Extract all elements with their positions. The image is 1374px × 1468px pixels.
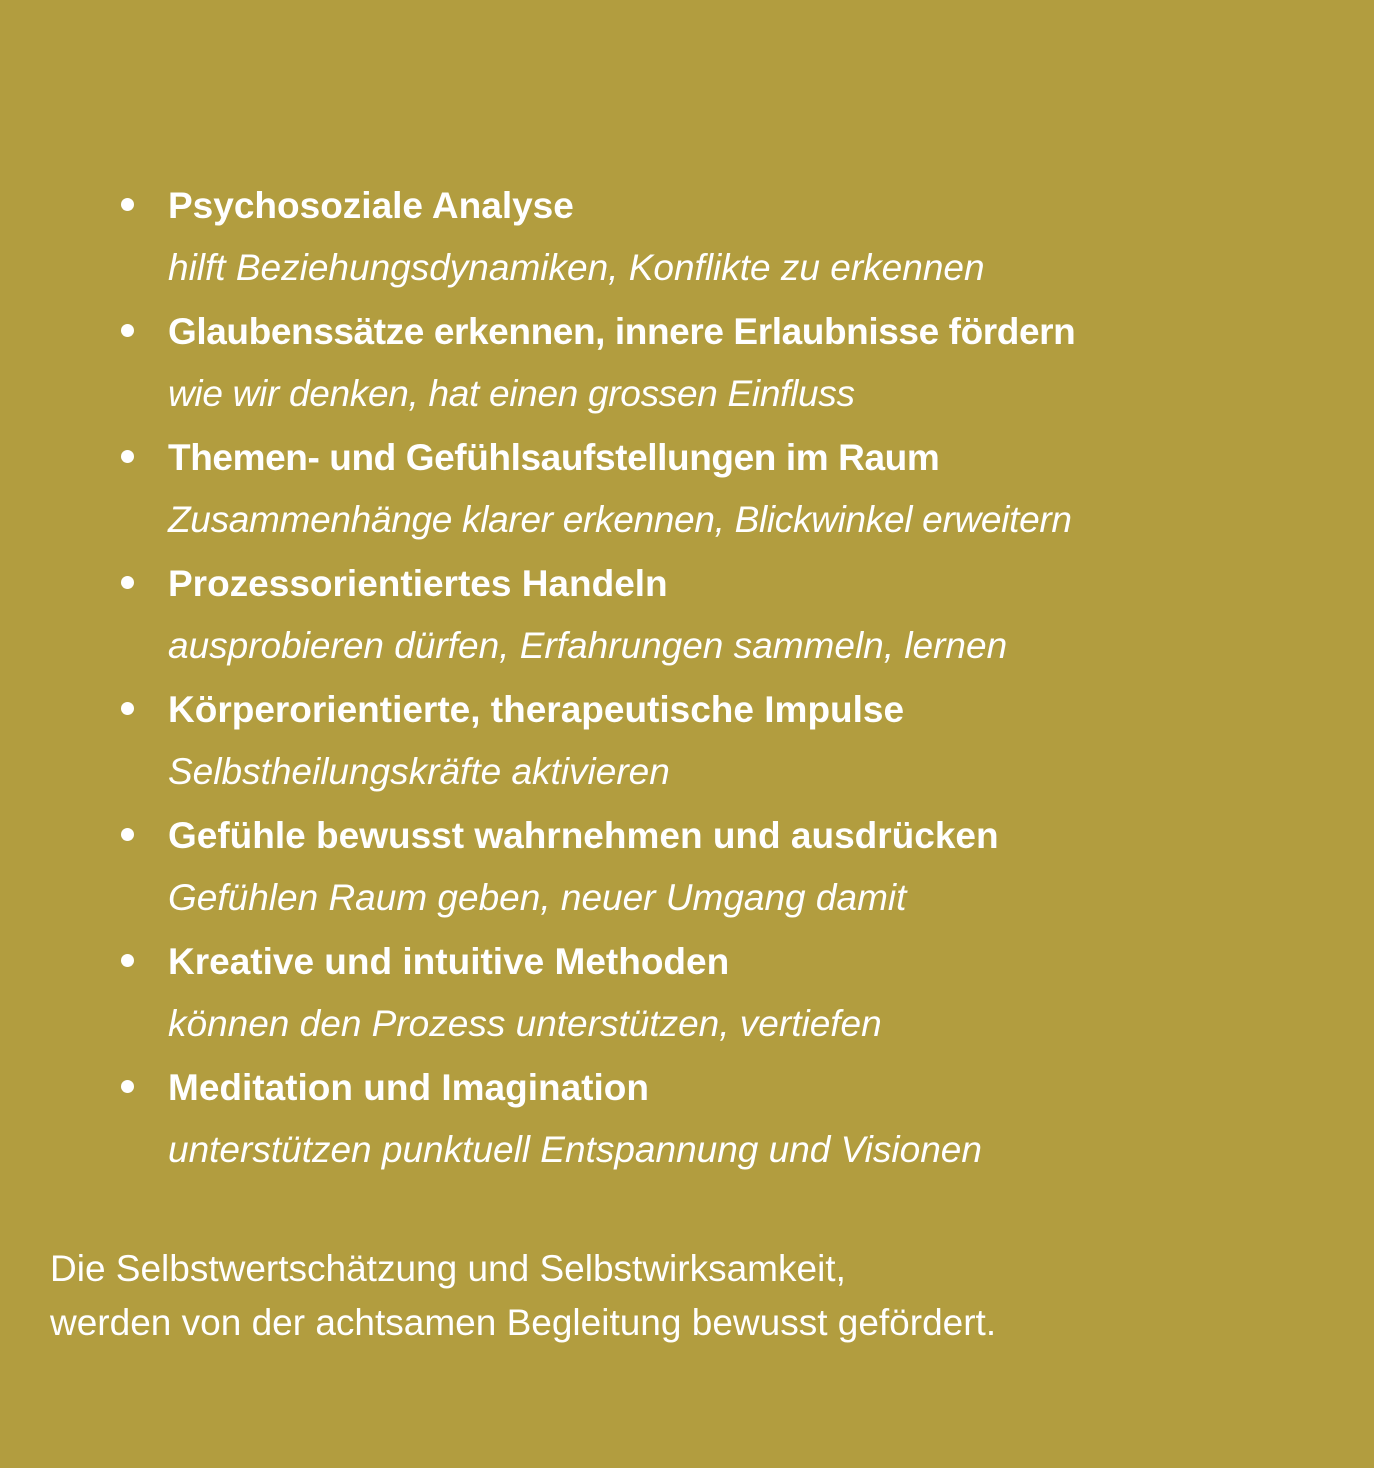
- item-title: Gefühle bewusst wahrnehmen und ausdrücken: [168, 815, 999, 856]
- method-list: [0, 172, 1374, 1180]
- item-description: können den Prozess unterstützen, vertiefen: [168, 1003, 882, 1044]
- list-item: [0, 1054, 1374, 1180]
- item-description: hilft Beziehungsdynamiken, Konflikte zu erkennen: [168, 247, 985, 288]
- bullet-icon: [121, 828, 134, 841]
- list-item: [0, 424, 1374, 550]
- list-item: [0, 550, 1374, 676]
- bullet-icon: [121, 1080, 134, 1093]
- item-title: Körperorientierte, therapeutische Impulse: [168, 689, 905, 730]
- bullet-icon: [121, 198, 134, 211]
- item-description: Selbstheilungskräfte aktivieren: [168, 751, 670, 792]
- item-title: Kreative und intuitive Methoden: [168, 941, 730, 982]
- item-description: Gefühlen Raum geben, neuer Umgang damit: [168, 877, 907, 918]
- item-description: wie wir denken, hat einen grossen Einfluss: [168, 373, 855, 414]
- footer-line-1: Die Selbstwertschätzung und Selbstwirksamkeit,: [50, 1248, 846, 1289]
- bullet-icon: [121, 576, 134, 589]
- footer-line-2: werden von der achtsamen Begleitung bewusst gefördert.: [50, 1302, 997, 1343]
- item-title: Psychosoziale Analyse: [168, 185, 574, 226]
- item-title: Glaubenssätze erkennen, innere Erlaubnisse fördern: [168, 311, 1076, 352]
- item-title: Themen- und Gefühlsaufstellungen im Raum: [168, 437, 940, 478]
- item-description: ausprobieren dürfen, Erfahrungen sammeln, lernen: [168, 625, 1008, 666]
- bullet-icon: [121, 702, 134, 715]
- list-item: [0, 928, 1374, 1054]
- list-item: [0, 802, 1374, 928]
- item-title: Prozessorientiertes Handeln: [168, 563, 668, 604]
- list-item: [0, 298, 1374, 424]
- list-item: [0, 172, 1374, 298]
- item-description: Zusammenhänge klarer erkennen, Blickwinkel erweitern: [168, 499, 1072, 540]
- item-title: Meditation und Imagination: [168, 1067, 649, 1108]
- bullet-icon: [121, 954, 134, 967]
- bullet-icon: [121, 450, 134, 463]
- bullet-icon: [121, 324, 134, 337]
- list-item: [0, 676, 1374, 802]
- footer-text: [50, 1242, 996, 1350]
- item-description: unterstützen punktuell Entspannung und Visionen: [168, 1129, 982, 1170]
